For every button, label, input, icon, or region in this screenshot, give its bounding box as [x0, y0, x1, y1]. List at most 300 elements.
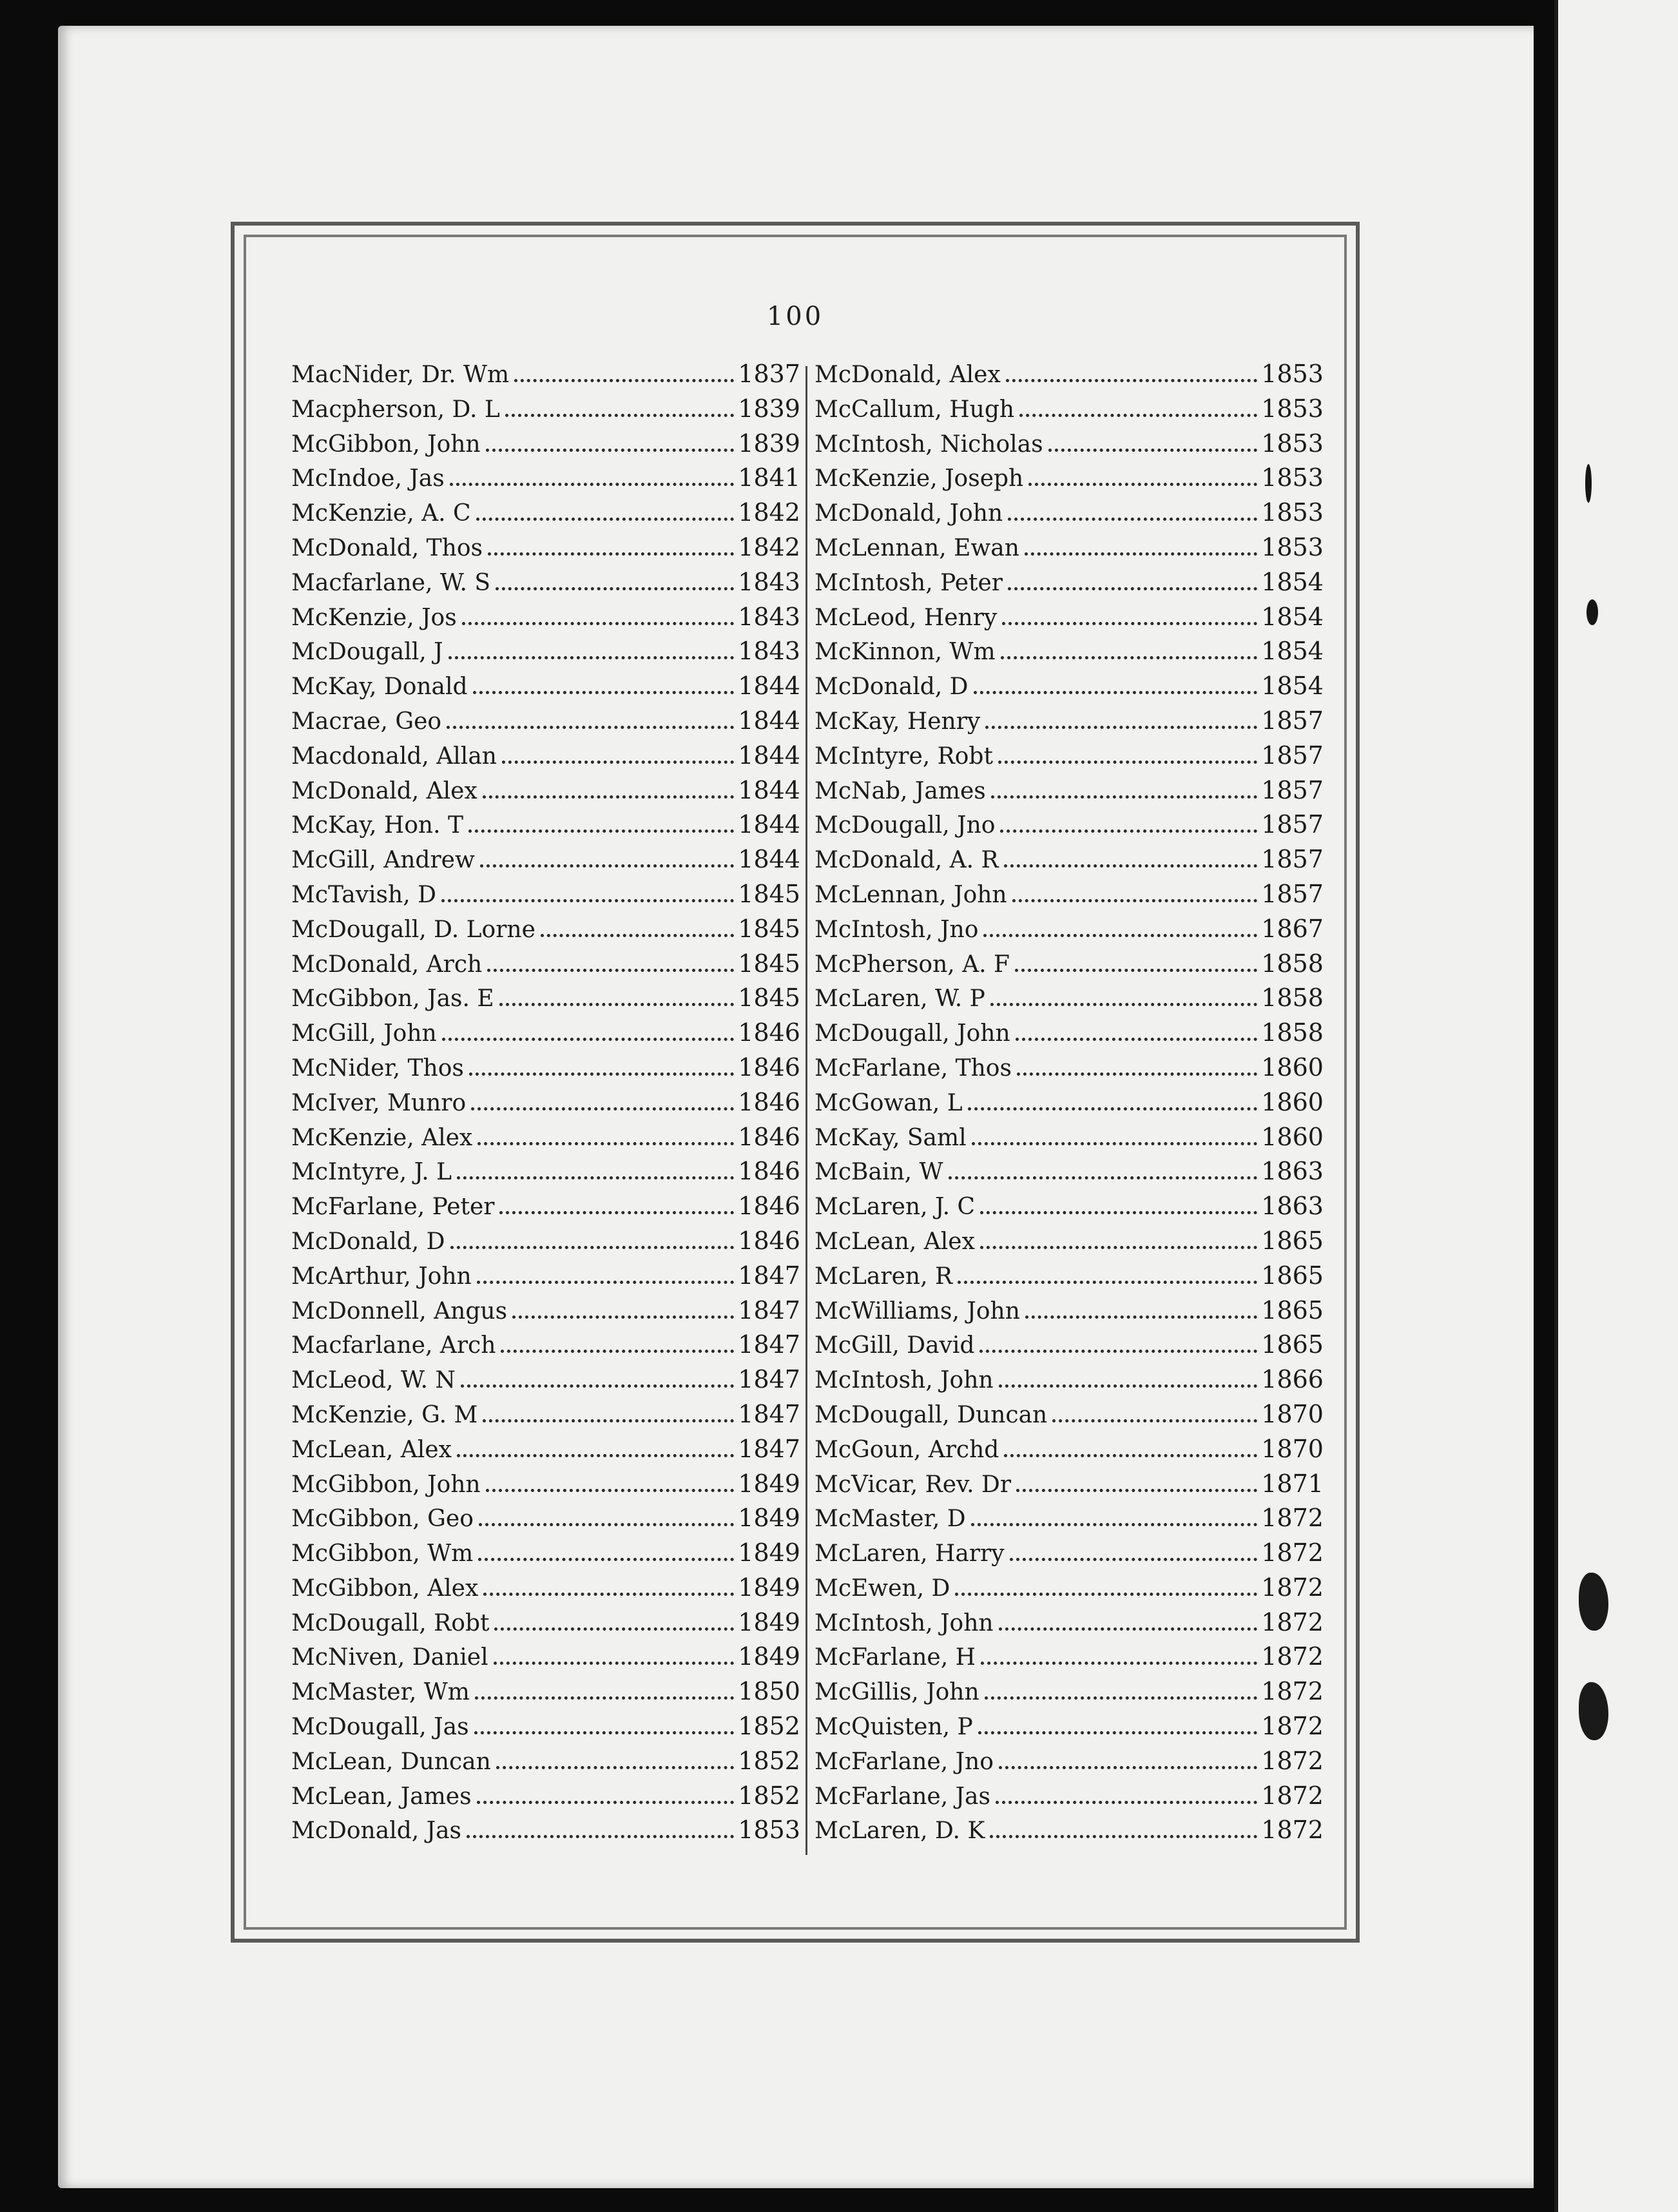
entry-name: McNider, Thos [291, 1054, 464, 1082]
list-entry [815, 463, 1324, 498]
dot-leader [499, 1003, 735, 1006]
dot-leader [541, 934, 734, 937]
dot-leader [457, 1454, 734, 1457]
dot-leader [983, 934, 1257, 937]
dot-leader [469, 1072, 734, 1076]
dot-leader [968, 1107, 1258, 1111]
entry-year: 1872 [1261, 1573, 1324, 1602]
entry-year: 1854 [1261, 672, 1324, 701]
entry-name: McLaren, W. P [815, 985, 985, 1013]
dot-leader [480, 864, 735, 868]
dot-leader [1002, 622, 1257, 625]
list-entry [291, 1712, 800, 1747]
entry-year: 1849 [738, 1573, 800, 1602]
entry-year: 1845 [738, 914, 800, 943]
list-entry [815, 1781, 1324, 1816]
entry-year: 1846 [738, 1192, 800, 1221]
dot-leader [1017, 1072, 1257, 1076]
dot-leader [1019, 414, 1257, 417]
list-entry [291, 880, 800, 915]
entry-name: McMaster, Wm [291, 1679, 470, 1706]
list-entry [291, 1677, 800, 1712]
entry-year: 1872 [1261, 1504, 1324, 1533]
dot-leader [502, 761, 734, 764]
dot-leader [990, 1003, 1257, 1006]
dot-leader [496, 587, 734, 590]
entry-name: McLaren, R [815, 1263, 953, 1290]
entry-year: 1844 [738, 775, 800, 804]
entry-year: 1845 [738, 984, 800, 1013]
entry-year: 1857 [1261, 879, 1324, 908]
dot-leader [971, 1523, 1258, 1526]
dot-leader [998, 761, 1257, 764]
entry-year: 1857 [1261, 845, 1324, 874]
dot-leader [958, 1281, 1257, 1284]
entry-year: 1872 [1261, 1607, 1324, 1636]
entry-name: McKenzie, A. C [291, 500, 471, 527]
entry-year: 1852 [738, 1746, 800, 1775]
entry-name: McFarlane, Thos [815, 1054, 1012, 1082]
entry-name: McPherson, A. F [815, 951, 1010, 978]
entry-name: McGillis, John [815, 1679, 979, 1706]
dot-leader [442, 1038, 735, 1041]
list-entry [291, 1781, 800, 1816]
list-entry [291, 360, 800, 394]
list-entry [815, 1747, 1324, 1781]
dot-leader [471, 1107, 734, 1111]
dot-leader [1025, 552, 1257, 556]
list-entry [815, 394, 1324, 429]
entry-name: McGibbon, Alex [291, 1575, 479, 1602]
entry-name: MacNider, Dr. Wm [291, 362, 510, 388]
entry-year: 1842 [738, 498, 800, 527]
entry-name: McArthur, John [291, 1263, 472, 1290]
dot-leader [477, 1801, 735, 1804]
entry-year: 1870 [1261, 1434, 1324, 1463]
list-entry [291, 1504, 800, 1538]
entry-year: 1863 [1261, 1192, 1324, 1221]
entry-year: 1847 [738, 1295, 800, 1324]
entry-name: McGibbon, Geo [291, 1506, 474, 1533]
entry-name: McDougall, Jas [291, 1714, 469, 1741]
entry-year: 1865 [1261, 1295, 1324, 1324]
entry-year: 1860 [1261, 1122, 1324, 1151]
list-entry [815, 1296, 1324, 1331]
list-entry [291, 429, 800, 464]
entry-name: McFarlane, H [815, 1644, 976, 1671]
list-entry [291, 984, 800, 1018]
entry-name: McLennan, John [815, 881, 1007, 908]
entry-name: McLaren, J. C [815, 1194, 976, 1221]
dot-leader [974, 691, 1258, 694]
list-entry [815, 1435, 1324, 1470]
entry-year: 1849 [738, 1607, 800, 1636]
entry-year: 1843 [738, 602, 800, 631]
entry-name: McLean, James [291, 1783, 472, 1810]
dot-leader [477, 1281, 735, 1284]
entry-year: 1844 [738, 741, 800, 770]
entry-name: McLeod, W. N [291, 1367, 456, 1394]
list-entry [291, 1053, 800, 1088]
list-entry [291, 1261, 800, 1296]
dot-leader [501, 1350, 734, 1353]
entry-name: McBain, W [815, 1159, 943, 1186]
entry-name: McFarlane, Jno [815, 1748, 994, 1775]
entry-name: McIntyre, Robt [815, 742, 993, 770]
entry-name: McDougall, Robt [291, 1609, 490, 1636]
entry-name: McKenzie, Jos [291, 604, 457, 631]
dot-leader [978, 1731, 1258, 1734]
entry-year: 1853 [1261, 498, 1324, 527]
list-entry [815, 1608, 1324, 1643]
list-entry [291, 1470, 800, 1504]
list-entry [815, 949, 1324, 984]
dot-leader [468, 830, 734, 833]
entry-year: 1858 [1261, 949, 1324, 978]
page-number: 100 [766, 302, 824, 331]
dot-leader [450, 1246, 735, 1249]
entry-name: McGibbon, John [291, 431, 481, 458]
entry-name: McKenzie, Joseph [815, 465, 1024, 492]
dot-leader [494, 1627, 734, 1631]
entry-name: McKay, Saml [815, 1124, 967, 1151]
dot-leader [980, 1246, 1257, 1249]
list-entry [291, 672, 800, 706]
entry-name: McDonald, D [291, 1228, 445, 1255]
entry-name: McCallum, Hugh [815, 396, 1015, 423]
entry-year: 1852 [738, 1712, 800, 1741]
entry-year: 1849 [738, 1538, 800, 1567]
entry-name: McNiven, Daniel [291, 1644, 488, 1671]
entry-name: McDonnell, Angus [291, 1297, 508, 1324]
list-entry [815, 915, 1324, 949]
entry-name: McKay, Hon. T [291, 812, 463, 839]
entry-name: McLennan, Ewan [815, 534, 1019, 561]
entry-year: 1846 [738, 1122, 800, 1151]
entry-name: McDougall, D. Lorne [291, 916, 535, 943]
entry-year: 1854 [1261, 567, 1324, 596]
dot-leader [478, 1558, 734, 1561]
entry-year: 1857 [1261, 810, 1324, 839]
entry-name: McIver, Munro [291, 1089, 467, 1116]
dot-leader [999, 1627, 1258, 1631]
entry-year: 1852 [738, 1781, 800, 1810]
entry-name: Macpherson, D. L [291, 396, 500, 423]
dot-leader [499, 1211, 734, 1214]
list-entry [815, 1642, 1324, 1677]
entry-year: 1841 [738, 463, 800, 492]
entry-year: 1847 [738, 1434, 800, 1463]
entry-name: McDonald, Alex [291, 777, 477, 804]
entry-name: McLean, Alex [291, 1436, 452, 1463]
entry-name: McIntosh, John [815, 1367, 994, 1394]
entry-name: McNab, James [815, 777, 986, 804]
dot-leader [441, 899, 734, 902]
entry-year: 1857 [1261, 741, 1324, 770]
entry-name: McKinnon, Wm [815, 639, 996, 666]
entry-year: 1872 [1261, 1816, 1324, 1845]
entry-year: 1846 [738, 1087, 800, 1116]
entry-year: 1863 [1261, 1157, 1324, 1186]
binding-mark [1585, 464, 1592, 503]
dot-leader [473, 691, 735, 694]
list-entry [291, 1227, 800, 1261]
list-entry [291, 810, 800, 845]
entry-year: 1853 [1261, 532, 1324, 561]
list-entry [815, 984, 1324, 1018]
entry-year: 1872 [1261, 1712, 1324, 1741]
dot-leader [447, 726, 734, 729]
entry-name: McFarlane, Peter [291, 1194, 495, 1221]
entry-year: 1850 [738, 1677, 800, 1706]
entry-year: 1871 [1261, 1469, 1324, 1498]
entry-year: 1870 [1261, 1399, 1324, 1428]
entry-year: 1847 [738, 1365, 800, 1394]
list-entry [815, 1400, 1324, 1435]
entry-name: McLean, Alex [815, 1228, 975, 1255]
entry-year: 1849 [738, 1469, 800, 1498]
entry-name: McLaren, D. K [815, 1818, 985, 1845]
dot-leader [505, 414, 734, 417]
dot-leader [949, 1176, 1258, 1179]
list-entry [815, 1261, 1324, 1296]
entry-year: 1872 [1261, 1538, 1324, 1567]
list-entry [815, 706, 1324, 741]
dot-leader [514, 379, 734, 382]
adjacent-page-edge [1554, 0, 1678, 2212]
list-entry [291, 1296, 800, 1331]
dot-leader [985, 1696, 1258, 1700]
dot-leader [461, 1384, 734, 1388]
dot-leader [477, 1142, 734, 1145]
list-entry [291, 1088, 800, 1123]
dot-leader [1015, 969, 1257, 972]
entry-name: McIntosh, Jno [815, 916, 979, 943]
entry-year: 1867 [1261, 914, 1324, 943]
dot-leader [488, 552, 734, 556]
entry-year: 1853 [1261, 360, 1324, 388]
entry-year: 1842 [738, 532, 800, 561]
entry-name: McDonald, John [815, 500, 1003, 527]
page-border [231, 222, 1360, 1943]
list-entry [291, 845, 800, 880]
dot-leader [483, 1419, 734, 1422]
entry-name: McTavish, D [291, 881, 436, 908]
entry-name: McDonald, Alex [815, 362, 1001, 388]
entry-year: 1846 [738, 1053, 800, 1082]
entry-name: McMaster, D [815, 1506, 966, 1533]
dot-leader [955, 1593, 1257, 1596]
list-entry [291, 637, 800, 672]
entry-year: 1853 [1261, 463, 1324, 492]
list-entry [815, 1018, 1324, 1053]
page-inner-border [244, 235, 1347, 1930]
dot-leader [487, 969, 734, 972]
entry-name: Macfarlane, W. S [291, 569, 491, 596]
dot-leader [448, 656, 735, 659]
column-divider [805, 366, 807, 1855]
dot-leader [486, 1489, 735, 1492]
list-entry [815, 1538, 1324, 1573]
dot-leader [450, 483, 735, 486]
entry-name: McDonald, Jas [291, 1818, 462, 1845]
list-entry [815, 741, 1324, 776]
entry-name: McDougall, Jno [815, 812, 996, 839]
dot-leader [512, 1315, 734, 1319]
dot-leader [1004, 1454, 1257, 1457]
entry-year: 1865 [1261, 1330, 1324, 1359]
dot-leader [1016, 1489, 1257, 1492]
dot-leader [996, 1801, 1257, 1804]
entry-name: Macrae, Geo [291, 708, 442, 735]
entry-name: McKenzie, Alex [291, 1124, 473, 1151]
dot-leader [479, 1523, 734, 1526]
list-entry [815, 1573, 1324, 1608]
entry-year: 1845 [738, 949, 800, 978]
entry-year: 1872 [1261, 1642, 1324, 1671]
entry-year: 1854 [1261, 637, 1324, 666]
list-entry [815, 672, 1324, 706]
entry-name: McDonald, A. R [815, 847, 999, 874]
entry-year: 1857 [1261, 706, 1324, 735]
list-entry [815, 1123, 1324, 1158]
binding-mark [1586, 599, 1598, 625]
list-entry [815, 603, 1324, 637]
list-entry [291, 1747, 800, 1781]
dot-leader [476, 518, 735, 521]
entry-name: McIntyre, J. L [291, 1159, 452, 1186]
entry-name: McVicar, Rev. Dr [815, 1471, 1012, 1498]
list-entry [815, 1712, 1324, 1747]
list-entry [815, 498, 1324, 533]
entry-name: McIntosh, Peter [815, 569, 1003, 596]
entry-year: 1872 [1261, 1677, 1324, 1706]
entry-name: McDonald, Arch [291, 951, 483, 978]
list-entry [815, 810, 1324, 845]
list-entry [291, 1816, 800, 1850]
dot-leader [1010, 1558, 1258, 1561]
entry-name: McQuisten, P [815, 1714, 973, 1741]
entry-name: McKenzie, G. M [291, 1401, 478, 1428]
entry-name: McWilliams, John [815, 1297, 1020, 1324]
entry-year: 1844 [738, 845, 800, 874]
entry-year: 1846 [738, 1226, 800, 1255]
dot-leader [991, 795, 1258, 799]
right-column [815, 360, 1324, 1850]
dot-leader [972, 1142, 1258, 1145]
list-entry [815, 429, 1324, 464]
left-column [291, 360, 800, 1850]
dot-leader [462, 622, 735, 625]
entry-name: McGibbon, Jas. E [291, 985, 494, 1013]
entry-name: McDougall, Duncan [815, 1401, 1048, 1428]
entry-year: 1837 [738, 360, 800, 388]
entry-name: Macfarlane, Arch [291, 1332, 496, 1359]
list-entry [291, 1123, 800, 1158]
entry-name: McGibbon, John [291, 1471, 481, 1498]
list-entry [815, 1677, 1324, 1712]
entry-name: McGowan, L [815, 1089, 963, 1116]
entry-name: McIndoe, Jas [291, 465, 445, 492]
entry-year: 1872 [1261, 1781, 1324, 1810]
entry-year: 1857 [1261, 775, 1324, 804]
list-entry [291, 706, 800, 741]
list-entry [291, 949, 800, 984]
dot-leader [981, 1662, 1257, 1665]
list-entry [815, 1470, 1324, 1504]
entry-year: 1844 [738, 810, 800, 839]
dot-leader [1006, 379, 1258, 382]
entry-year: 1847 [738, 1330, 800, 1359]
dot-leader [1048, 449, 1258, 452]
list-entry [815, 1088, 1324, 1123]
entry-name: McEwen, D [815, 1575, 950, 1602]
entry-year: 1845 [738, 879, 800, 908]
list-entry [291, 1642, 800, 1677]
list-entry [815, 1053, 1324, 1088]
dot-leader [467, 1835, 734, 1838]
list-entry [291, 498, 800, 533]
entry-name: McGill, David [815, 1332, 975, 1359]
entry-name: McKay, Donald [291, 674, 468, 701]
list-entry [291, 1365, 800, 1400]
entry-name: McGill, John [291, 1020, 437, 1047]
dot-leader [1016, 1038, 1258, 1041]
dot-leader [1008, 587, 1257, 590]
list-entry [291, 1573, 800, 1608]
entry-year: 1844 [738, 672, 800, 701]
entry-name: McDonald, Thos [291, 534, 483, 561]
list-entry [291, 1538, 800, 1573]
list-entry [291, 533, 800, 568]
entry-name: McIntosh, John [815, 1609, 994, 1636]
list-entry [815, 776, 1324, 811]
entry-year: 1865 [1261, 1226, 1324, 1255]
list-entry [291, 1608, 800, 1643]
entry-year: 1872 [1261, 1746, 1324, 1775]
list-entry [815, 845, 1324, 880]
list-entry [815, 360, 1324, 394]
dot-leader [474, 1731, 735, 1734]
list-entry [815, 1330, 1324, 1365]
dot-leader [999, 1766, 1257, 1769]
list-entry [291, 1435, 800, 1470]
list-entry [291, 603, 800, 637]
dot-leader [980, 1211, 1257, 1214]
entry-year: 1847 [738, 1261, 800, 1290]
list-entry [291, 776, 800, 811]
list-entry [815, 880, 1324, 915]
entry-name: McLean, Duncan [291, 1748, 491, 1775]
list-entry [815, 1816, 1324, 1850]
dot-leader [1004, 864, 1258, 868]
entry-name: McDougall, John [815, 1020, 1010, 1047]
list-entry [291, 1018, 800, 1053]
dot-leader [494, 1662, 735, 1665]
entry-year: 1858 [1261, 1018, 1324, 1047]
dot-leader [475, 1696, 734, 1700]
dot-leader [1012, 899, 1258, 902]
dot-leader [1001, 656, 1258, 659]
entry-year: 1843 [738, 637, 800, 666]
dot-leader [1008, 518, 1257, 521]
entry-year: 1853 [1261, 429, 1324, 458]
dot-leader [985, 726, 1257, 729]
entry-year: 1843 [738, 567, 800, 596]
list-entry [815, 1504, 1324, 1538]
dot-leader [483, 1593, 734, 1596]
entry-year: 1849 [738, 1504, 800, 1533]
